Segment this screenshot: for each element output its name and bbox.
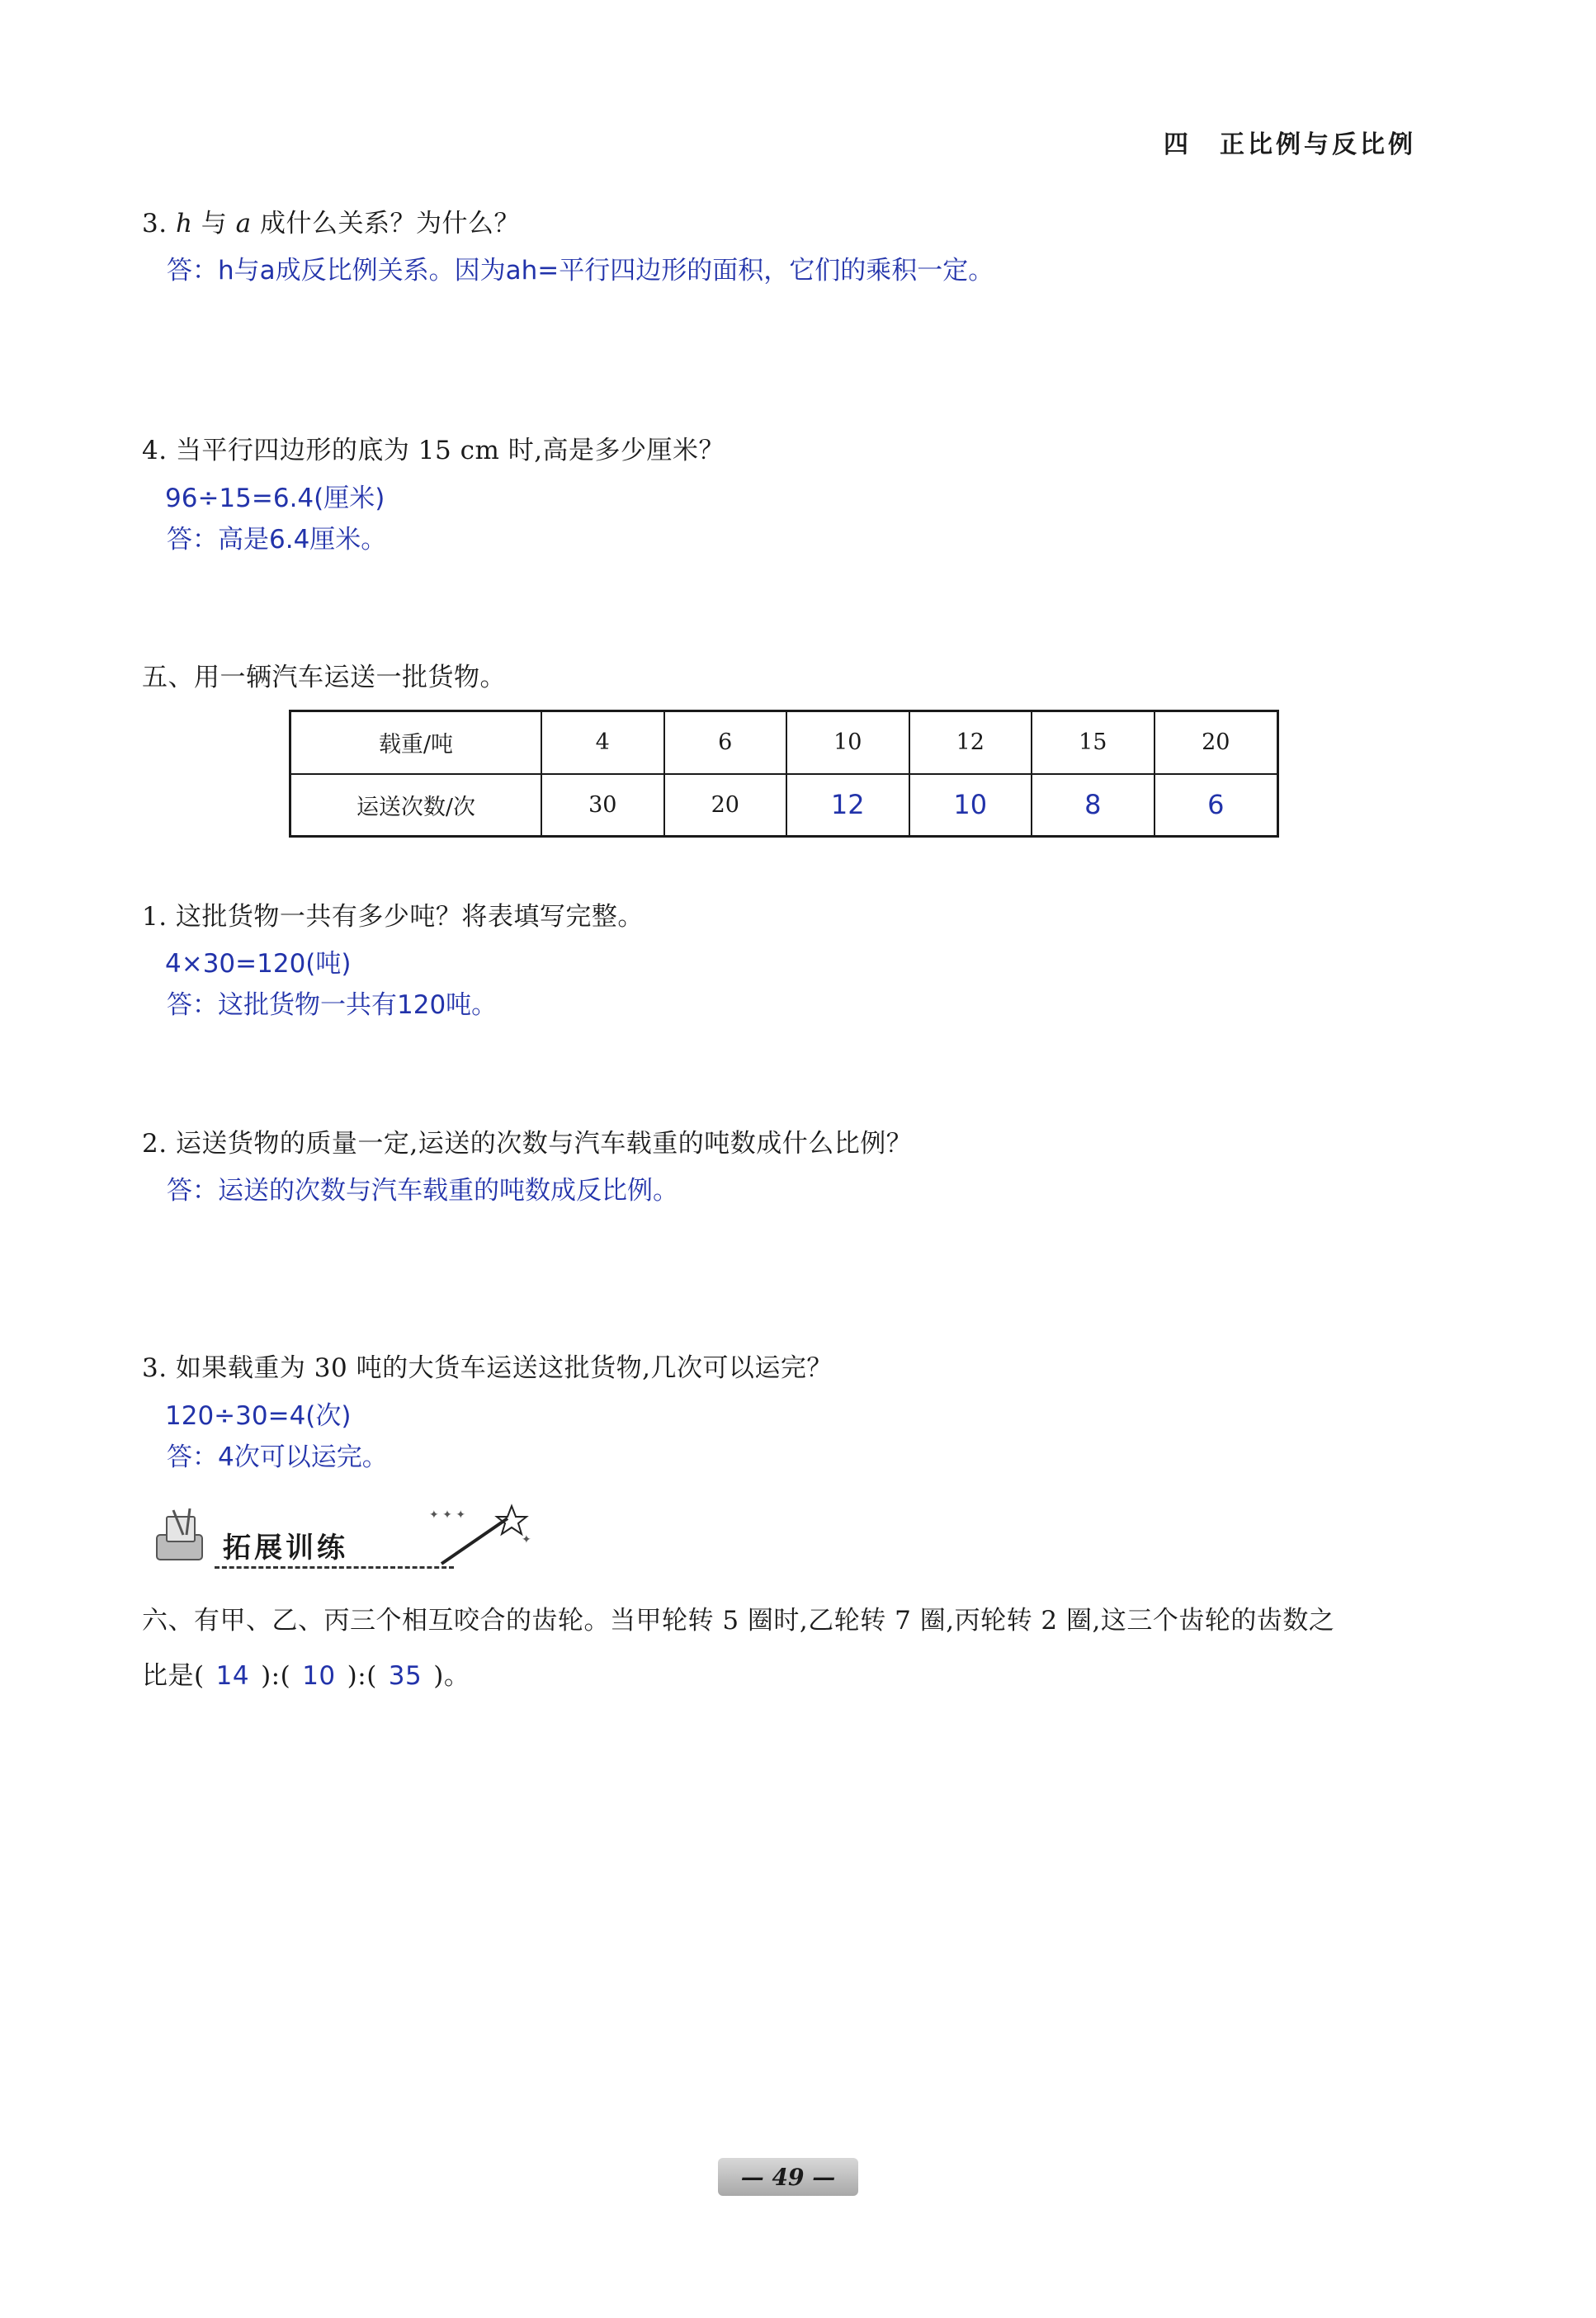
- table-cell: 15: [1032, 712, 1155, 774]
- s5-q2-answer: 答：运送的次数与汽车载重的吨数成反比例。: [167, 1176, 678, 1206]
- q3-var-a: a: [235, 209, 252, 238]
- extension-title: 拓展训练: [223, 1532, 348, 1565]
- section-5-title: 五、用一辆汽车运送一批货物。: [142, 663, 506, 692]
- s5-q1-answer: 答：这批货物一共有120吨。: [167, 990, 498, 1020]
- notebook-icon: [149, 1502, 223, 1568]
- q3-mid: 与: [192, 209, 236, 238]
- page-number-badge: [718, 2158, 858, 2196]
- s5-question-2: 2. 运送货物的质量一定,运送的次数与汽车载重的吨数成什么比例？: [142, 1129, 913, 1159]
- q4-answer: 答：高是6.4厘米。: [167, 525, 387, 555]
- q3-var-h: h: [175, 209, 193, 238]
- s5-question-3: 3. 如果载重为 30 吨的大货车运送这批货物,几次可以运完？: [142, 1353, 833, 1383]
- question-4: 4. 当平行四边形的底为 15 cm 时,高是多少厘米？: [142, 436, 725, 465]
- table-cell: 20: [664, 774, 787, 836]
- magic-wand-icon: [429, 1502, 536, 1568]
- table-row: [291, 712, 1277, 774]
- table-cell: 10: [786, 712, 909, 774]
- table-cell-filled: 6: [1155, 774, 1277, 836]
- row-header-load: 载重/吨: [291, 712, 541, 774]
- q3-answer: 答：h与a成反比例关系。因为ah=平行四边形的面积，它们的乘积一定。: [167, 256, 994, 286]
- row-header-trips: 运送次数/次: [291, 774, 541, 836]
- q3-prefix: 3.: [142, 209, 176, 238]
- table-cell: 12: [909, 712, 1032, 774]
- ratio-blank-1: 14: [215, 1661, 250, 1691]
- table-cell: 30: [541, 774, 664, 836]
- ratio-blank-2: 10: [302, 1661, 336, 1691]
- ratio-blank-3: 35: [388, 1661, 423, 1691]
- question-6-line1: 六、有甲、乙、丙三个相互咬合的齿轮。当甲轮转 5 圈时,乙轮转 7 圈,丙轮转 2 圈,这三个齿轮的齿数之: [142, 1606, 1335, 1636]
- svg-text:✦: ✦: [522, 1533, 531, 1546]
- ratio-prefix: 比是(: [142, 1661, 205, 1691]
- ratio-sep-1: ):(: [261, 1661, 291, 1691]
- s5-q1-work: 4×30=120(吨): [165, 949, 352, 979]
- extension-badge: [149, 1502, 531, 1568]
- ratio-sep-2: ):(: [347, 1661, 377, 1691]
- table-cell: 6: [664, 712, 787, 774]
- s5-question-1: 1. 这批货物一共有多少吨？将表填写完整。: [142, 902, 644, 932]
- page-number: — 49 —: [740, 2163, 836, 2191]
- q3-suffix: 成什么关系？为什么？: [251, 209, 520, 238]
- table-cell: 20: [1155, 712, 1277, 774]
- q4-work: 96÷15=6.4(厘米): [165, 484, 385, 513]
- question-6-line2: [142, 1655, 470, 1692]
- s5-q3-answer: 答：4次可以运完。: [167, 1442, 388, 1472]
- badge-underline: [215, 1566, 454, 1569]
- table-cell: 4: [541, 712, 664, 774]
- table-cell-filled: 12: [786, 774, 909, 836]
- svg-text:✦ ✦ ✦: ✦ ✦ ✦: [429, 1508, 466, 1522]
- table-cell-filled: 8: [1032, 774, 1155, 836]
- ratio-suffix: )。: [433, 1661, 470, 1691]
- question-3-hа: [142, 202, 520, 239]
- table-row: [291, 774, 1277, 836]
- chapter-header: 四 正比例与反比例: [1164, 130, 1416, 159]
- cargo-table: [289, 710, 1279, 838]
- table-cell-filled: 10: [909, 774, 1032, 836]
- s5-q3-work: 120÷30=4(次): [165, 1401, 352, 1431]
